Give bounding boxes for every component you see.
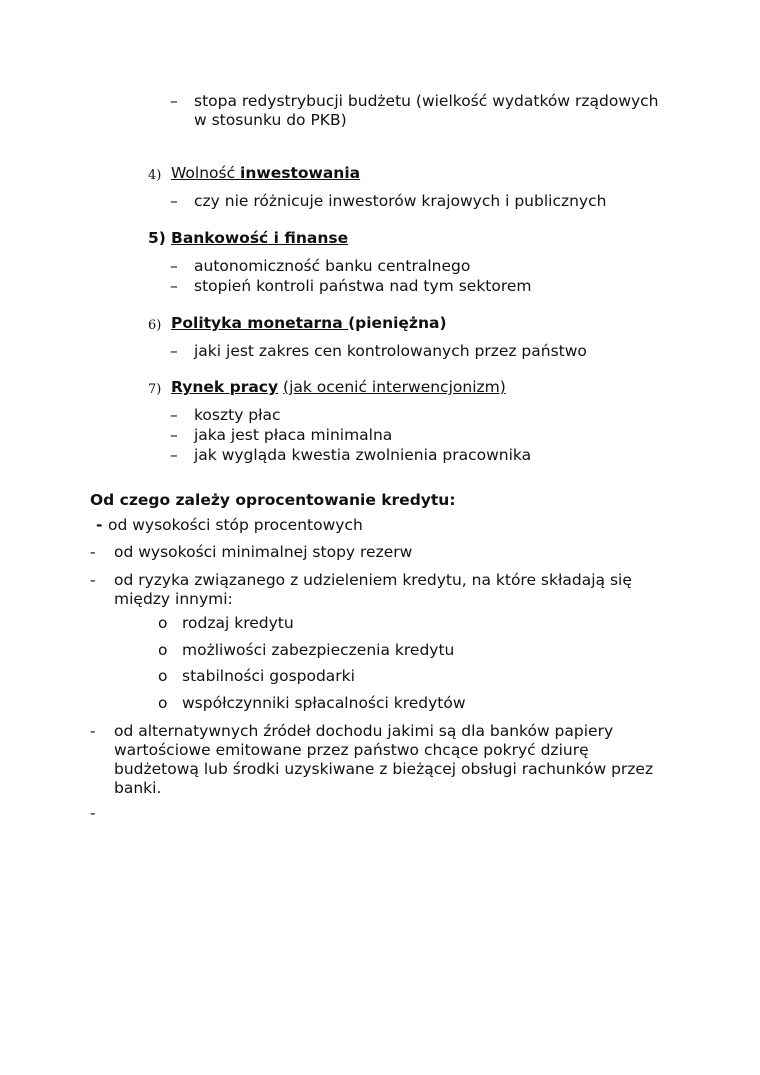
credit-heading: Od czego zależy oprocentowanie kredytu: bbox=[90, 491, 456, 509]
list-dash: – bbox=[170, 426, 178, 444]
sub-list-item: współczynniki spłacalności kredytów bbox=[182, 694, 466, 712]
list-item: autonomiczność banku centralnego bbox=[194, 257, 471, 275]
list-dash: – bbox=[170, 446, 178, 464]
list-item: od alternatywnych źródeł dochodu jakimi są dla banków papiery wartościowe emitowane przez państwo chcące pokryć dziurę budżetową lub środki uzyskiwane z bieżącej obsługi rachunków przez banki. bbox=[114, 722, 654, 797]
section-title-underlined: Polityka monetarna bbox=[171, 314, 349, 332]
list-item: stopa redystrybucji budżetu (wielkość wydatków rządowych w stosunku do PKB) bbox=[194, 92, 659, 129]
section-title: Bankowość i finanse bbox=[171, 229, 349, 247]
list-dash: – bbox=[170, 342, 178, 360]
section-number: 7) bbox=[148, 382, 162, 397]
section-title bbox=[171, 314, 447, 333]
list-dash: – bbox=[170, 257, 178, 275]
list-dash: - bbox=[90, 543, 96, 561]
section-title bbox=[171, 164, 360, 183]
sub-bullet: o bbox=[158, 694, 168, 712]
section-number: 5) bbox=[148, 229, 166, 247]
sub-list-item: rodzaj kredytu bbox=[182, 614, 294, 632]
sub-list-item: możliwości zabezpieczenia kredytu bbox=[182, 641, 455, 659]
list-dash: – bbox=[170, 92, 178, 110]
list-item: jaka jest płaca minimalna bbox=[194, 426, 393, 444]
list-dash: - bbox=[96, 516, 103, 534]
section-title-rest: (pieniężna) bbox=[348, 314, 447, 332]
sub-bullet: o bbox=[158, 614, 168, 632]
section-number: 4) bbox=[148, 168, 162, 183]
section-number: 6) bbox=[148, 318, 162, 333]
section-title-bold: Rynek pracy bbox=[171, 378, 279, 396]
list-dash: – bbox=[170, 192, 178, 210]
list-item: czy nie różnicuje inwestorów krajowych i publicznych bbox=[194, 192, 607, 210]
list-dash: - bbox=[90, 571, 96, 589]
section-title-bold: inwestowania bbox=[240, 164, 361, 182]
list-item: jak wygląda kwestia zwolnienia pracownika bbox=[194, 446, 532, 464]
sub-list-item: stabilności gospodarki bbox=[182, 667, 355, 685]
section-title bbox=[171, 378, 506, 397]
list-dash: – bbox=[170, 406, 178, 424]
list-dash: – bbox=[170, 277, 178, 295]
list-item: jaki jest zakres cen kontrolowanych przez państwo bbox=[194, 342, 587, 360]
list-item: od wysokości minimalnej stopy rezerw bbox=[114, 543, 413, 561]
list-item: koszty płac bbox=[194, 406, 281, 424]
list-item: od ryzyka związanego z udzieleniem kredytu, na które składają się między innymi: bbox=[114, 571, 632, 608]
list-dash: - bbox=[90, 804, 96, 822]
sub-bullet: o bbox=[158, 641, 168, 659]
sub-bullet: o bbox=[158, 667, 168, 685]
section-title-plain: Wolność bbox=[171, 164, 241, 182]
section-title-rest: (jak ocenić interwencjonizm) bbox=[283, 378, 506, 396]
list-item: od wysokości stóp procentowych bbox=[108, 516, 363, 534]
list-dash: - bbox=[90, 722, 96, 740]
list-item: stopień kontroli państwa nad tym sektorem bbox=[194, 277, 532, 295]
